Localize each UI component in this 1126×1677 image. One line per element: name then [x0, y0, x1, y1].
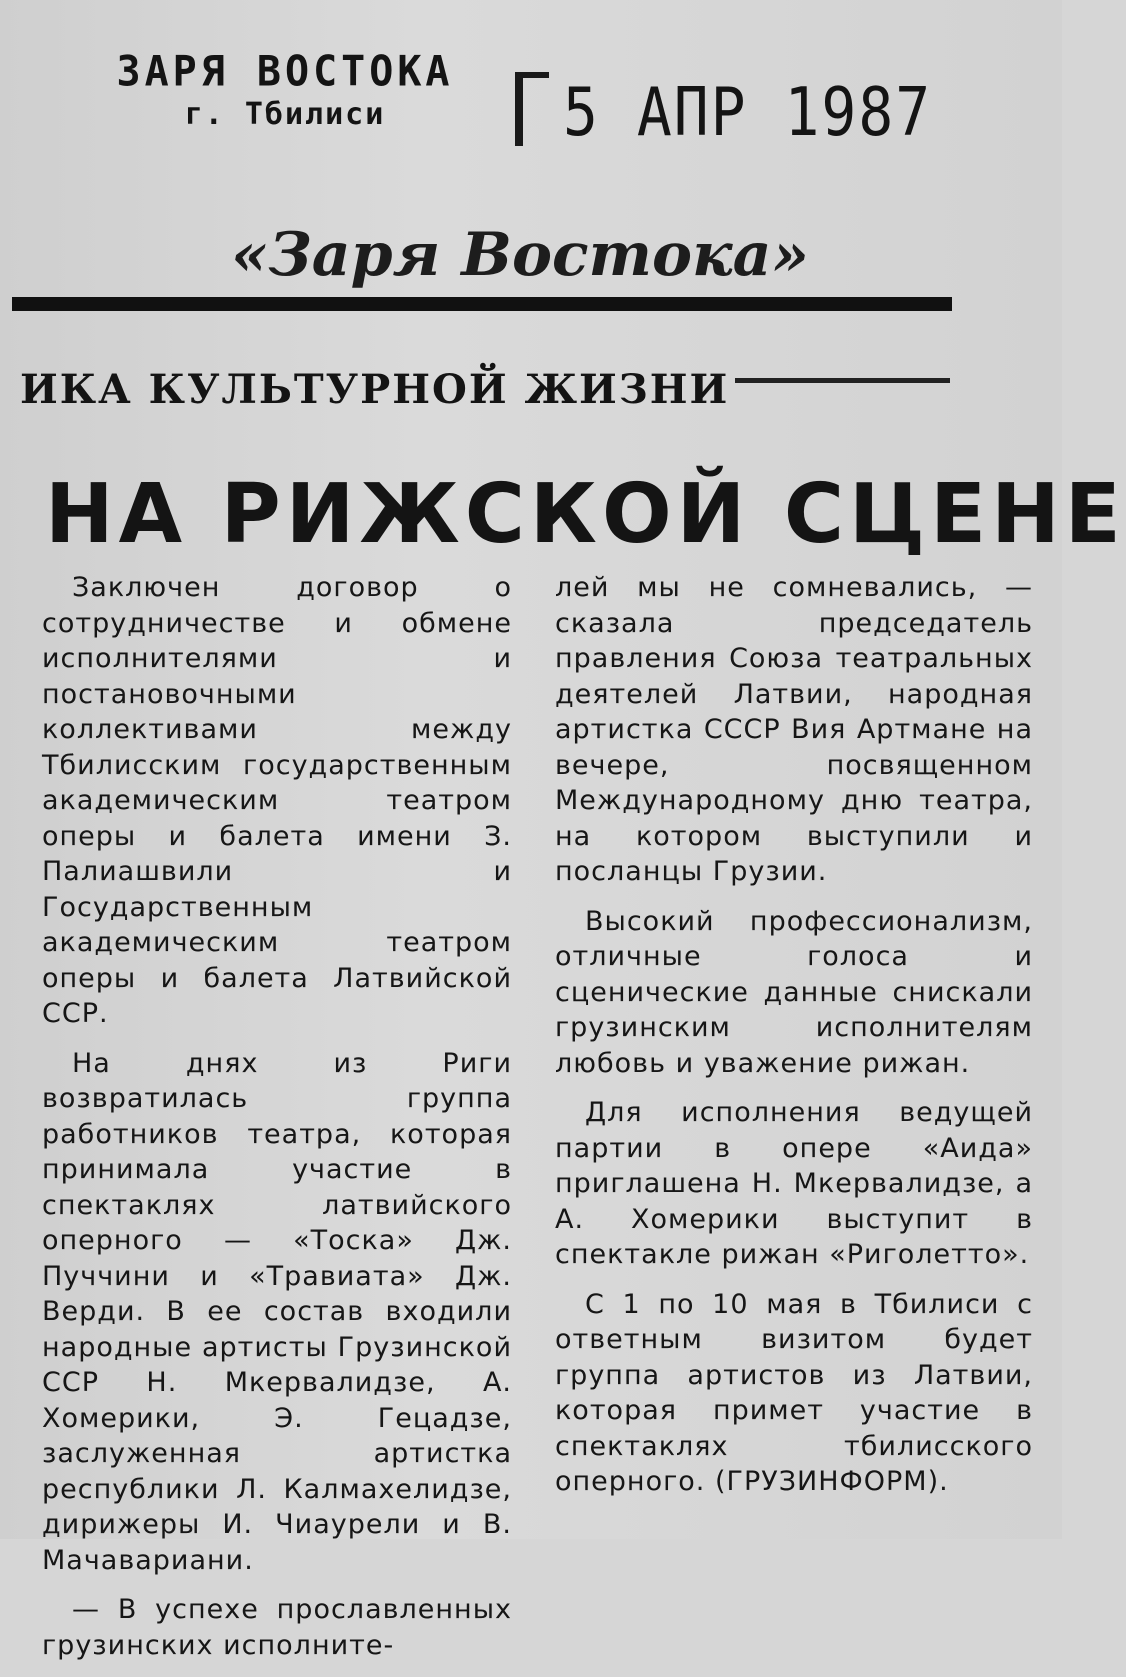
section-divider — [12, 297, 952, 311]
article-paragraph: Высокий профессионализм, отличные голоса и сценические данные снискали грузинским исполнителям любовь и уважение рижан. — [555, 905, 1033, 1079]
stamp-city: г. Тбилиси — [184, 97, 386, 132]
article-column-right — [555, 570, 1033, 1514]
section-rubric: ИКА КУЛЬТУРНОЙ ЖИЗНИ — [20, 366, 730, 413]
article-paragraph: На днях из Риги возвратилась группа работников театра, которая принимала участие в спектаклях латвийского оперного — «Тоска» Дж. Пуччини и «Травиата» Дж. Верди. В ее состав входили народные артисты Грузинской ССР Н. Мкервалидзе, А. Хомерики, Э. Гецадзе, заслуженная артистка республики Л. Калмахелидзе, дирижеры И. Чиаурели и В. Мачавариани. — [42, 1047, 512, 1576]
article-paragraph: — В успехе прославленных грузинских исполните- — [42, 1594, 512, 1661]
newspaper-masthead: «Заря Востока» — [231, 220, 809, 290]
rubric-rule — [735, 378, 950, 383]
article-paragraph: Заключен договор о сотрудничестве и обмене исполнителями и постановочными коллективами между Тбилисским государственным академическим театром оперы и балета имени З. Палиашвили и Государственным академическим театром оперы и балета Латвийской ССР. — [42, 572, 512, 1029]
date-stamp — [505, 60, 933, 160]
article-paragraph: лей мы не сомневались, — сказала председатель правления Союза театральных деятелей Латвии, народная артистка СССР Вия Артмане на вечере, посвященном Международному дню театра, на котором выступили и посланцы Грузии. — [555, 572, 1033, 887]
article-headline: НА РИЖСКОЙ СЦЕНЕ — [45, 467, 1126, 562]
date-stamp-bracket — [515, 72, 549, 146]
date-stamp-text: 5 АПР 1987 — [563, 72, 933, 152]
article-paragraph: Для исполнения ведущей партии в опере «Аида» приглашена Н. Мкервалидзе, а А. Хомерики выступит в спектакле рижан «Риголетто». — [555, 1097, 1033, 1270]
stamp-newspaper-name: ЗАРЯ ВОСТОКА — [116, 47, 454, 97]
archive-stamp — [95, 48, 475, 134]
article-paragraph: С 1 по 10 мая в Тбилиси с ответным визитом будет группа артистов из Латвии, которая примет участие в спектаклях тбилисского оперного. (ГРУЗИНФОРМ). — [555, 1288, 1033, 1497]
article-column-left — [42, 570, 512, 1677]
